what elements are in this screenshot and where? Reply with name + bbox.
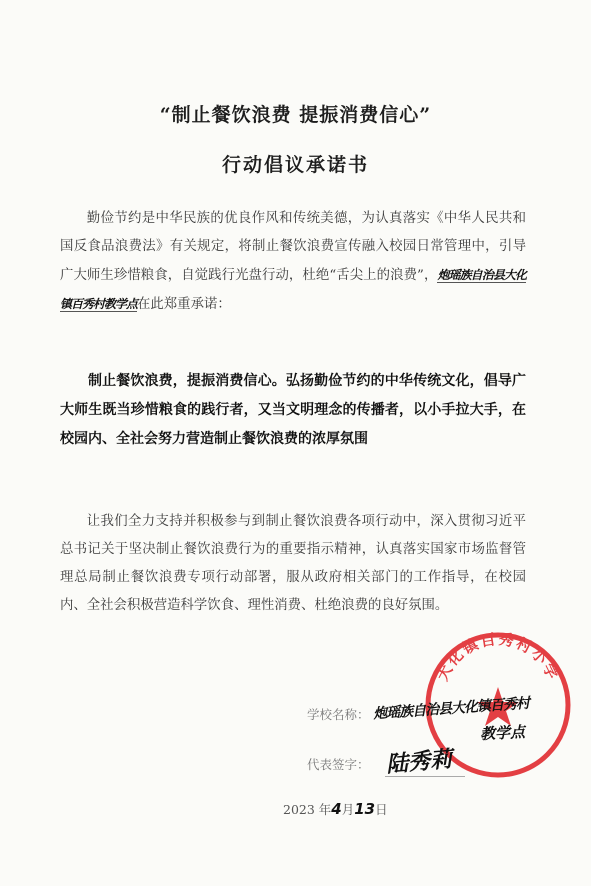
paragraph-1-tail: 在此郑重承诺： xyxy=(137,297,231,312)
school-name-signature: 炮瑶族自治县大化镇百秀村 xyxy=(372,695,530,723)
date-day-unit: 日 xyxy=(375,802,388,817)
representative-label: 代表签字： xyxy=(307,757,370,772)
svg-text:大化镇百秀村小学 xyxy=(433,630,562,684)
representative-signature: 陆秀莉 xyxy=(385,747,454,778)
paragraph-3: 让我们全力支持并积极参与到制止餐饮浪费各项行动中，深入贯彻习近平总书记关于坚决制止餐饮浪费行为的重要指示精神，认真落实国家市场监督管理总局制止餐饮浪费专项行动部署，服从政府相关部门的工作指导，在校园内、全社会积极营造科学饮食、理性消费、杜绝浪费的良好氛围。 xyxy=(60,514,526,613)
paragraph-2: 制止餐饮浪费，提振消费信心。弘扬勤俭节约的中华传统文化，倡导广大师生既当珍惜粮食的践行者，又当文明理念的传播者，以小手拉大手，在校园内、全社会努力营造制止餐饮浪费的浓厚氛围 xyxy=(60,373,526,447)
date-month-unit: 月 xyxy=(341,802,355,817)
school-name-signature-line2: 教学点 xyxy=(479,722,526,744)
date-line xyxy=(283,800,388,818)
date-month-handwritten: 4 xyxy=(331,800,342,818)
stamp-text: 大化镇百秀村小学 xyxy=(433,629,563,684)
date-day-handwritten: 13 xyxy=(354,800,376,818)
document-title-line1: “制止餐饮浪费 提振消费信心” xyxy=(159,104,432,126)
school-name-label: 学校名称： xyxy=(307,707,370,722)
date-year: 2023 年 xyxy=(283,802,332,817)
paragraph-1 xyxy=(60,205,526,319)
handwritten-school-name: 炮瑶族自治县大化镇百秀村教学点 xyxy=(60,268,526,311)
document-title-line2: 行动倡议承诺书 xyxy=(221,154,369,176)
signature-underline xyxy=(385,776,465,777)
paragraph-1-text: 勤俭节约是中华民族的优良作风和传统美德，为认真落实《中华人民共和国反食品浪费法》有关规定，将制止餐饮浪费宣传融入校园日常管理中，引导广大师生珍惜粮食，自觉践行光盘行动，杜绝“舌尖上的浪费”， xyxy=(60,211,526,283)
